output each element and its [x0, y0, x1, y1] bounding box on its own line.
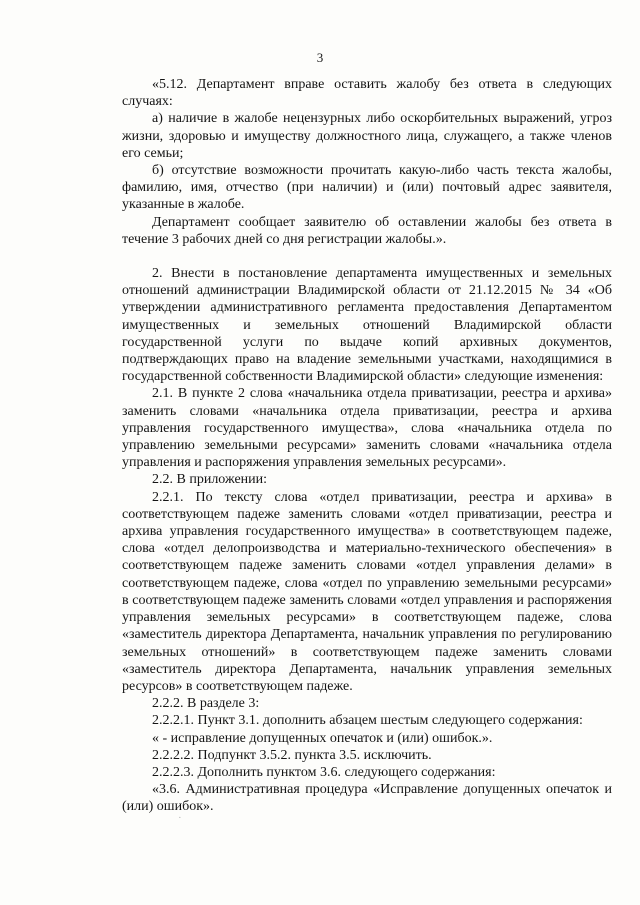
paragraph-2-2-2-2: 2.2.2.2. Подпункт 3.5.2. пункта 3.5. исключить. [152, 747, 432, 763]
paragraph-notice: Департамент сообщает заявителю об оставлении жалобы без ответа в течение 3 рабочих дней со дня регистрации жалобы.». [122, 214, 612, 247]
paragraph-2-2-2-1: 2.2.2.1. Пункт 3.1. дополнить абзацем шестым следующего содержания: [152, 713, 583, 729]
paragraph-3-6: «3.6. Административная процедура «Исправление допущенных опечаток и (или) ошибок». [122, 782, 612, 815]
paragraph-2-2: 2.2. В приложении: [152, 472, 268, 488]
paragraph-2-2-1: 2.2.1. По тексту слова «отдел приватизации, реестра и архива» в соответствующем падеже заменить словами «отдел приватизации, реестра и архива управления государственного имущества» в соответствующем падеже, слова «отдел делопроизводства и материально-технического обеспечения» в соответствующем падеже заменить словами «отдел управления делами» в соответствующем падеже, слова «отдел по управлению земельными ресурсами» в соответствующем падеже заменить словами «отдел управления и распоряжения управления земельных ресурсами» в соответствующем падеже, слова «заместитель директора Департамента, начальник управления по регулированию земельных отношений» в соответствующем падеже заменить словами «заместитель директора Департамента, начальник управления земельных ресурсов» в соответствующем падеже. [122, 489, 612, 694]
document-body [122, 76, 612, 816]
paragraph-b: б) отсутствие возможности прочитать какую-либо часть текста жалобы, фамилию, имя, отчество (при наличии) и (или) почтовый адрес заявителя, указанные в жалобе. [122, 163, 612, 213]
page-number: 3 [316, 50, 324, 65]
scan-speck: · [178, 812, 182, 824]
paragraph-2-2-2-3: 2.2.2.3. Дополнить пунктом 3.6. следующего содержания: [152, 764, 496, 780]
paragraph-2-2-2: 2.2.2. В разделе 3: [152, 696, 260, 712]
paragraph-a: а) наличие в жалобе нецензурных либо оскорбительных выражений, угроз жизни, здоровью и имуществу должностного лица, служащего, а также членов его семьи; [122, 111, 612, 161]
paragraph-2: 2. Внести в постановление департамента имущественных и земельных отношений администрации Владимирской области от 21.12.2015 № 34 «Об утверждении административного регламента предоставления Департаментом имущественных и земельных отношений Владимирской области государственной услуги по выдаче копий архивных документов, подтверждающих право на владение земельными участками, находящимися в государственной собственности Владимирской области» следующие изменения: [122, 266, 612, 385]
paragraph-quote-amendment: « - исправление допущенных опечаток и (или) ошибок.». [152, 730, 493, 746]
paragraph-2-1: 2.1. В пункте 2 слова «начальника отдела приватизации, реестра и архива» заменить словами «начальника отдела приватизации, реестра и архива управления государственного имущества», слова «начальника отдела по управлению земельными ресурсами» заменить словами «начальника отдела управления и распоряжения управления земельных ресурсами». [122, 386, 612, 471]
paragraph-5-12: «5.12. Департамент вправе оставить жалобу без ответа в следующих случаях: [122, 77, 612, 110]
